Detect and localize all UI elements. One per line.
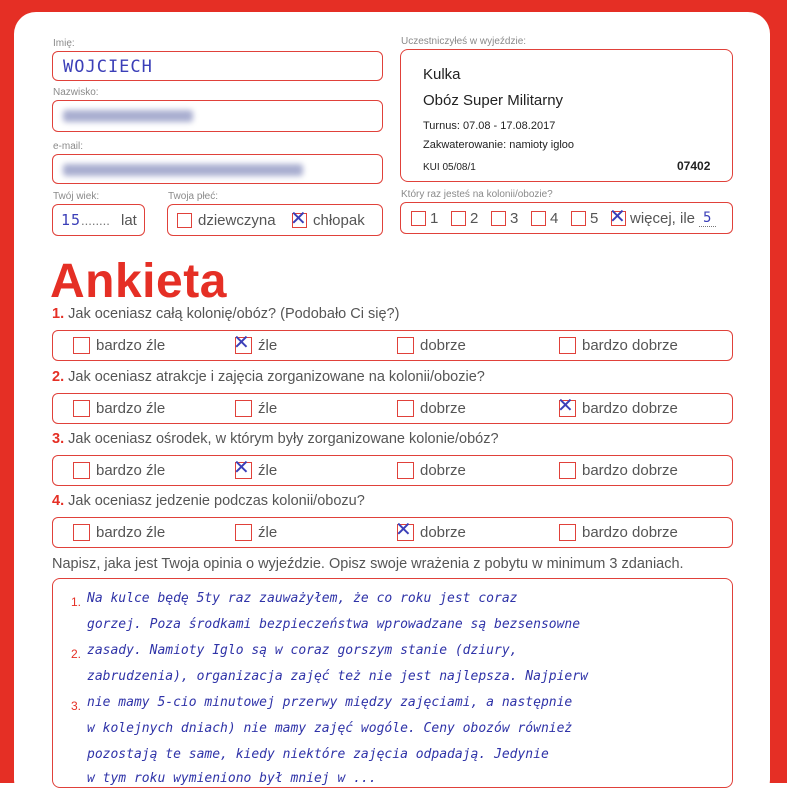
uczestnik-label: Uczestniczyłeś w wyjeździe: [401,36,527,47]
wiek-field[interactable]: 15 ........ lat [52,204,145,236]
checkbox-1[interactable] [411,211,426,226]
ktory-raz-1[interactable] [411,210,438,227]
turnus-value: 07.08 - 17.08.2017 [462,120,556,132]
zakw-label: Zakwaterowanie: [423,139,507,151]
rating-checkbox[interactable] [73,462,90,479]
rating-option-label: dobrze [420,337,466,354]
question-3 [52,431,499,447]
imie-label: Imię: [53,38,75,49]
rating-checkbox[interactable] [559,524,576,541]
rating-option[interactable] [233,455,278,479]
rating-option[interactable] [235,400,277,417]
opinion-num-3: 3. [71,699,82,713]
check-mark-icon: ✕ [395,517,412,541]
rating-option-label: bardzo źle [96,524,166,541]
opinion-line-7: pozostają te same, kiedy niektóre zajęcia odpadają. Jedynie [87,747,549,762]
question-text: Jak oceniasz atrakcje i zajęcia zorganizowane na kolonii/obozie? [68,369,485,385]
rating-option-label: źle [258,524,278,541]
rating-option[interactable] [397,337,466,354]
ktory-raz-5[interactable] [571,210,598,227]
check-mark-icon: ✕ [557,393,574,417]
checkbox-dziewczyna[interactable] [177,213,192,228]
plec-option-label: dziewczyna [198,212,276,229]
question-number: 3. [52,431,65,447]
ktory-raz-2[interactable] [451,210,478,227]
wiek-label: Twój wiek: [53,191,100,202]
rating-checkbox[interactable] [397,462,414,479]
ktory-raz-4[interactable] [531,210,558,227]
rating-row-2 [52,393,733,424]
ktory-raz-3-label: 3 [510,210,519,227]
rating-checkbox[interactable] [235,524,252,541]
question-number: 1. [52,306,65,322]
ktory-raz-4-label: 4 [550,210,559,227]
rating-option[interactable] [73,400,165,417]
rating-option-label: bardzo dobrze [582,462,678,479]
nazwisko-label: Nazwisko: [53,87,99,98]
opinion-num-1: 1. [71,595,82,609]
opinion-field[interactable] [52,578,733,788]
trip-info-box [400,49,733,182]
turnus-label: Turnus: [423,120,460,132]
rating-option-label: bardzo dobrze [582,337,678,354]
plec-label: Twoja płeć: [168,191,219,202]
trip-camp: Obóz Super Militarny [423,92,564,109]
rating-option-label: dobrze [420,462,466,479]
rating-checkbox[interactable] [397,400,414,417]
rating-option-label: dobrze [420,400,466,417]
checkbox-2[interactable] [451,211,466,226]
imie-value: WOJCIECH [63,57,153,77]
ktory-raz-label: Który raz jesteś na kolonii/obozie? [401,189,553,200]
question-text: Jak oceniasz jedzenie podczas kolonii/obozu? [68,493,365,509]
plec-option-label: chłopak [313,212,365,229]
question-text: Jak oceniasz całą kolonię/obóz? (Podobało Ci się?) [68,306,400,322]
nazwisko-field[interactable] [52,100,383,132]
rating-option-label: bardzo źle [96,337,166,354]
check-mark-icon: ✕ [233,455,250,479]
check-mark-icon: ✕ [609,204,626,228]
trip-number: 07402 [677,159,711,173]
rating-row-4 [52,517,733,548]
opinion-line-2: gorzej. Poza środkami bezpieczeństwa wprowadzane są bezsensowne [87,617,581,632]
trip-code: KUI 05/08/1 [423,162,476,173]
rating-option[interactable] [73,337,165,354]
rating-option[interactable] [559,524,678,541]
opinion-line-3: zasady. Namioty Iglo są w coraz gorszym stanie (dziury, [87,643,518,658]
rating-option-label: dobrze [420,524,466,541]
rating-checkbox[interactable] [559,462,576,479]
plec-field [167,204,383,236]
check-mark-icon: ✕ [290,206,307,230]
ktory-raz-3[interactable] [491,210,518,227]
checkbox-wiecej[interactable] [609,204,626,228]
rating-option-label: źle [258,337,278,354]
rating-option-label: bardzo źle [96,462,166,479]
rating-option[interactable] [559,337,678,354]
plec-option-chlopak[interactable] [290,206,365,230]
rating-option[interactable] [395,517,466,541]
rating-option-label: źle [258,400,278,417]
rating-option[interactable] [557,393,678,417]
wiek-value: 15 [61,211,82,229]
ktory-raz-5-label: 5 [590,210,599,227]
checkbox-chlopak[interactable] [290,206,307,230]
email-label: e-mail: [53,141,84,152]
zakw-value: namioty igloo [509,139,575,151]
rating-option[interactable] [235,524,277,541]
check-mark-icon: ✕ [233,330,250,354]
rating-checkbox[interactable] [73,400,90,417]
plec-option-dziewczyna[interactable] [177,212,276,229]
opinion-line-4: zabrudzenia), organizacja zajęć też nie jest najlepsza. Najpierw [87,669,588,684]
question-number: 4. [52,493,65,509]
rating-checkbox[interactable] [559,337,576,354]
rating-checkbox[interactable] [73,337,90,354]
rating-checkbox[interactable] [233,330,252,354]
rating-checkbox[interactable] [395,517,414,541]
rating-checkbox[interactable] [397,337,414,354]
rating-option-label: bardzo dobrze [582,400,678,417]
checkbox-3[interactable] [491,211,506,226]
opinion-num-2: 2. [71,647,82,661]
opinion-line-8: w tym roku wymieniono był mniej w ... [87,771,377,786]
question-text: Jak oceniasz ośrodek, w którym były zorganizowane kolonie/obóz? [68,431,499,447]
page-title: Ankieta [50,255,227,308]
rating-option-label: bardzo źle [96,400,166,417]
ktory-raz-wiecej-label: więcej, ile [630,210,696,227]
rating-option-label: źle [258,462,278,479]
rating-option[interactable] [233,330,278,354]
wiek-unit: lat [121,212,137,229]
rating-option[interactable] [73,462,165,479]
rating-option[interactable] [559,462,678,479]
opinion-line-5: nie mamy 5-cio minutowej przerwy między zajęciami, a następnie [87,695,573,710]
question-2 [52,369,485,385]
redacted-email [63,164,303,176]
redacted-surname [63,110,193,122]
question-4 [52,493,365,509]
imie-field[interactable] [52,51,383,81]
opinion-line-1: Na kulce będę 5ty raz zauważyłem, że co roku jest coraz [87,591,518,606]
ktory-raz-value: 5 [699,210,716,227]
rating-option[interactable] [73,524,165,541]
ktory-raz-2-label: 2 [470,210,479,227]
rating-option[interactable] [397,462,466,479]
email-field[interactable] [52,154,383,184]
opinion-line-6: w kolejnych dniach) nie mamy zajęć wogóle. Ceny obozów również [87,721,573,736]
ktory-raz-1-label: 1 [430,210,439,227]
question-1 [52,306,399,322]
checkbox-5[interactable] [571,211,586,226]
rating-checkbox[interactable] [233,455,252,479]
trip-name: Kulka [423,66,461,83]
rating-option-label: bardzo dobrze [582,524,678,541]
ktory-raz-wiecej[interactable] [609,204,716,228]
rating-option[interactable] [397,400,466,417]
rating-row-3 [52,455,733,486]
rating-checkbox[interactable] [235,400,252,417]
checkbox-4[interactable] [531,211,546,226]
rating-row-1 [52,330,733,361]
ktory-raz-field [400,202,733,234]
rating-checkbox[interactable] [557,393,576,417]
opinion-prompt: Napisz, jaka jest Twoja opinia o wyjeździe. Opisz swoje wrażenia z pobytu w minimum 3 zdaniach. [52,556,684,572]
rating-checkbox[interactable] [73,524,90,541]
question-number: 2. [52,369,65,385]
